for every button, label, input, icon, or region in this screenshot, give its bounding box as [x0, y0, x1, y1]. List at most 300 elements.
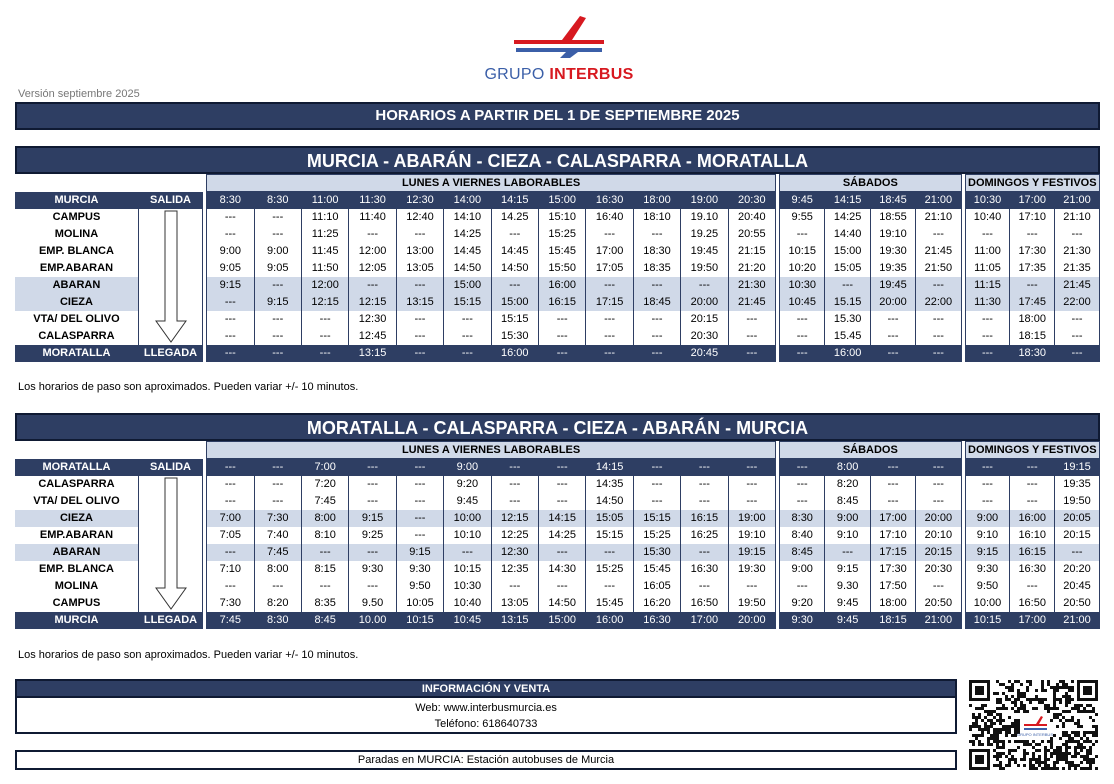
time-cell: 21:00 — [916, 192, 961, 209]
time-cell: --- — [396, 493, 443, 510]
time-cell: --- — [728, 578, 775, 595]
time-cell: 9:50 — [396, 578, 443, 595]
time-cell: --- — [301, 311, 348, 328]
time-cell: 14:50 — [538, 595, 585, 612]
time-cell: --- — [491, 226, 538, 243]
page-title: HORARIOS A PARTIR DEL 1 DE SEPTIEMBRE 2025 — [15, 102, 1100, 130]
time-cell: 11:30 — [349, 192, 396, 209]
time-cell: 20:30 — [916, 561, 961, 578]
time-cell: 19:45 — [681, 243, 728, 260]
time-cell: --- — [728, 328, 775, 345]
time-cell: 18:30 — [633, 243, 680, 260]
time-cell: 20:15 — [1055, 527, 1100, 544]
time-cell: --- — [1010, 459, 1055, 476]
time-cell: 15:30 — [491, 328, 538, 345]
time-cell: --- — [681, 578, 728, 595]
time-cell: 9:30 — [396, 561, 443, 578]
time-cell: 15.45 — [825, 328, 870, 345]
time-cell: 15:00 — [491, 294, 538, 311]
time-cell: --- — [1055, 544, 1100, 561]
time-cell: --- — [491, 476, 538, 493]
logo-wordmark: GRUPO INTERBUS — [484, 66, 634, 83]
time-cell: 15:25 — [633, 527, 680, 544]
time-cell: 20:20 — [1055, 561, 1100, 578]
time-cell: 15:45 — [633, 561, 680, 578]
paradas-note: Paradas en MURCIA: Estación autobuses de Murcia — [15, 750, 957, 770]
weekday-header: LUNES A VIERNES LABORABLES — [207, 442, 776, 459]
time-cell: --- — [633, 226, 680, 243]
table-row — [15, 209, 1100, 226]
time-cell: 20:10 — [916, 527, 961, 544]
salida-label: SALIDA — [138, 192, 202, 209]
time-cell: --- — [301, 544, 348, 561]
time-cell: 20:40 — [728, 209, 775, 226]
time-cell: 11:45 — [301, 243, 348, 260]
time-cell: 9:05 — [254, 260, 301, 277]
time-cell: 18:35 — [633, 260, 680, 277]
time-cell: 15:45 — [586, 595, 633, 612]
time-cell: 10:15 — [965, 612, 1010, 629]
time-cell: --- — [538, 476, 585, 493]
time-cell: --- — [916, 311, 961, 328]
time-cell: 9.30 — [825, 578, 870, 595]
time-cell: 9:00 — [254, 243, 301, 260]
time-cell: 20:45 — [1055, 578, 1100, 595]
time-cell: 7:00 — [301, 459, 348, 476]
time-cell: 7:45 — [254, 544, 301, 561]
time-cell: --- — [633, 345, 680, 362]
time-cell: 14.25 — [491, 209, 538, 226]
time-cell: 14:30 — [538, 561, 585, 578]
time-cell: 18:45 — [633, 294, 680, 311]
time-cell: 20:00 — [916, 510, 961, 527]
time-cell: 12:25 — [491, 527, 538, 544]
time-cell: 8:35 — [301, 595, 348, 612]
info-title: INFORMACIÓN Y VENTA — [15, 679, 957, 698]
time-cell: 11:00 — [965, 243, 1010, 260]
time-cell: 8:00 — [825, 459, 870, 476]
stop-name: EMP.ABARAN — [15, 527, 138, 544]
stop-name: CALASPARRA — [15, 328, 138, 345]
time-cell: --- — [1010, 578, 1055, 595]
time-cell: --- — [1055, 311, 1100, 328]
info-phone[interactable]: Teléfono: 618640733 — [434, 718, 538, 730]
time-cell: 12:40 — [396, 209, 443, 226]
route-title: MURCIA - ABARÁN - CIEZA - CALASPARRA - MORATALLA — [15, 146, 1100, 174]
info-body — [15, 698, 957, 734]
time-cell: 11:00 — [301, 192, 348, 209]
stop-name: CALASPARRA — [15, 476, 138, 493]
time-cell: 19:30 — [870, 243, 915, 260]
time-cell: --- — [349, 493, 396, 510]
time-cell: 10:30 — [444, 578, 491, 595]
time-cell: 9:00 — [207, 243, 254, 260]
time-cell: 20:00 — [870, 294, 915, 311]
time-cell: --- — [965, 476, 1010, 493]
time-cell: 9:05 — [207, 260, 254, 277]
direction-arrow — [138, 209, 202, 345]
time-cell: --- — [538, 328, 585, 345]
time-cell: 15:30 — [633, 544, 680, 561]
time-cell: 21:30 — [728, 277, 775, 294]
time-cell: --- — [586, 311, 633, 328]
time-cell: 9:30 — [780, 612, 825, 629]
stop-name: ABARAN — [15, 277, 138, 294]
saturday-header: SÁBADOS — [780, 442, 962, 459]
time-cell: 9:50 — [965, 578, 1010, 595]
table-row — [15, 192, 1100, 209]
time-cell: --- — [538, 345, 585, 362]
time-cell: --- — [780, 311, 825, 328]
stop-name: EMP. BLANCA — [15, 243, 138, 260]
time-cell: 21:10 — [916, 209, 961, 226]
time-cell: 14:45 — [491, 243, 538, 260]
time-cell: 9:00 — [825, 510, 870, 527]
time-cell: 21:30 — [1055, 243, 1100, 260]
time-cell: 19:35 — [870, 260, 915, 277]
time-cell: --- — [207, 493, 254, 510]
time-cell: 15:15 — [586, 527, 633, 544]
time-cell: 12:00 — [349, 243, 396, 260]
time-cell: --- — [207, 311, 254, 328]
time-cell: --- — [1055, 226, 1100, 243]
time-cell: --- — [825, 277, 870, 294]
time-cell: --- — [870, 493, 915, 510]
approx-note: Los horarios de paso son aproximados. Pueden variar +/- 10 minutos. — [18, 649, 359, 661]
time-cell: --- — [254, 459, 301, 476]
stop-name: CAMPUS — [15, 595, 138, 612]
time-cell: 8:45 — [825, 493, 870, 510]
time-cell: 16:05 — [633, 578, 680, 595]
time-cell: 16:00 — [1010, 510, 1055, 527]
time-cell: 13:00 — [396, 243, 443, 260]
direction-arrow — [138, 476, 202, 612]
time-cell: --- — [780, 226, 825, 243]
time-cell: 10:45 — [780, 294, 825, 311]
info-web[interactable]: Web: www.interbusmurcia.es — [415, 702, 557, 714]
timetable-outbound — [15, 174, 1100, 362]
time-cell: 19.10 — [681, 209, 728, 226]
time-cell: --- — [254, 476, 301, 493]
time-cell: 9:45 — [444, 493, 491, 510]
time-cell: --- — [254, 345, 301, 362]
approx-note: Los horarios de paso son aproximados. Pueden variar +/- 10 minutos. — [18, 381, 359, 393]
time-cell: --- — [586, 277, 633, 294]
time-cell: 10:30 — [780, 277, 825, 294]
time-cell: 16:00 — [825, 345, 870, 362]
time-cell: 14:15 — [491, 192, 538, 209]
time-cell: --- — [870, 476, 915, 493]
time-cell: --- — [538, 459, 585, 476]
time-cell: --- — [681, 459, 728, 476]
time-cell: 12:30 — [349, 311, 396, 328]
time-cell: 19:30 — [728, 561, 775, 578]
time-cell: 20:50 — [1055, 595, 1100, 612]
time-cell: 17:10 — [870, 527, 915, 544]
time-cell: 15:50 — [538, 260, 585, 277]
time-cell: 19:50 — [728, 595, 775, 612]
time-cell: 11:10 — [301, 209, 348, 226]
time-cell: 7:00 — [207, 510, 254, 527]
time-cell: 18:45 — [870, 192, 915, 209]
time-cell: 14:00 — [444, 192, 491, 209]
time-cell: 16:30 — [586, 192, 633, 209]
time-cell: 9:15 — [349, 510, 396, 527]
time-cell: --- — [633, 311, 680, 328]
time-cell: 10:45 — [444, 612, 491, 629]
time-cell: 7:30 — [207, 595, 254, 612]
time-cell: --- — [780, 328, 825, 345]
time-cell: --- — [396, 476, 443, 493]
time-cell: --- — [780, 493, 825, 510]
time-cell: 10.00 — [349, 612, 396, 629]
time-cell: --- — [965, 328, 1010, 345]
time-cell: 19:00 — [728, 510, 775, 527]
time-cell: 17:10 — [1010, 209, 1055, 226]
time-cell: --- — [538, 544, 585, 561]
time-cell: 19:10 — [870, 226, 915, 243]
time-cell: 16:50 — [1010, 595, 1055, 612]
time-cell: --- — [1055, 345, 1100, 362]
time-cell: 9:15 — [254, 294, 301, 311]
time-cell: 14:25 — [825, 209, 870, 226]
time-cell: --- — [916, 345, 961, 362]
time-cell: --- — [728, 459, 775, 476]
time-cell: --- — [349, 226, 396, 243]
time-cell: 16:25 — [681, 527, 728, 544]
time-cell: --- — [728, 345, 775, 362]
time-cell: --- — [681, 476, 728, 493]
qr-brand-text: GRUPO INTERBUS — [1016, 732, 1054, 737]
time-cell: --- — [396, 527, 443, 544]
time-cell: --- — [965, 459, 1010, 476]
time-cell: 10:40 — [444, 595, 491, 612]
time-cell: 16:00 — [538, 277, 585, 294]
time-cell: --- — [825, 544, 870, 561]
time-cell: 9:55 — [780, 209, 825, 226]
time-cell: 17:50 — [870, 578, 915, 595]
time-cell: 22:00 — [1055, 294, 1100, 311]
stop-name: CIEZA — [15, 510, 138, 527]
time-cell: 20:15 — [916, 544, 961, 561]
time-cell: 16:15 — [1010, 544, 1055, 561]
weekday-header: LUNES A VIERNES LABORABLES — [207, 175, 776, 192]
time-cell: 18:00 — [633, 192, 680, 209]
down-arrow-icon — [139, 476, 203, 612]
time-cell: --- — [254, 328, 301, 345]
time-cell: --- — [301, 328, 348, 345]
time-cell: 17:00 — [1010, 612, 1055, 629]
time-cell: 21:45 — [916, 243, 961, 260]
time-cell: --- — [633, 328, 680, 345]
time-cell: 19:00 — [681, 192, 728, 209]
time-cell: 21:00 — [1055, 192, 1100, 209]
time-cell: --- — [538, 493, 585, 510]
time-cell: --- — [870, 345, 915, 362]
time-cell: 21:00 — [1055, 612, 1100, 629]
down-arrow-icon — [139, 209, 203, 345]
time-cell: 18:30 — [1010, 345, 1055, 362]
time-cell: --- — [916, 493, 961, 510]
stop-name: MURCIA — [15, 612, 138, 629]
time-cell: --- — [207, 209, 254, 226]
time-cell: 12:35 — [491, 561, 538, 578]
time-cell: --- — [586, 226, 633, 243]
time-cell: 11:30 — [965, 294, 1010, 311]
time-cell: 19:15 — [1055, 459, 1100, 476]
stop-name: VTA/ DEL OLIVO — [15, 311, 138, 328]
time-cell: 8:20 — [825, 476, 870, 493]
time-cell: --- — [1010, 476, 1055, 493]
time-cell: 8:00 — [254, 561, 301, 578]
time-cell: --- — [916, 226, 961, 243]
time-cell: --- — [396, 277, 443, 294]
time-cell: 13:15 — [396, 294, 443, 311]
table-row — [15, 459, 1100, 476]
time-cell: 10:15 — [780, 243, 825, 260]
time-cell: 15:15 — [491, 311, 538, 328]
time-cell: 9:10 — [965, 527, 1010, 544]
time-cell: 18:00 — [870, 595, 915, 612]
time-cell: 8:15 — [301, 561, 348, 578]
stop-name: MOLINA — [15, 578, 138, 595]
time-cell: 12:30 — [491, 544, 538, 561]
time-cell: 9:00 — [780, 561, 825, 578]
time-cell: --- — [1010, 277, 1055, 294]
time-cell: --- — [349, 277, 396, 294]
time-cell: --- — [1010, 493, 1055, 510]
stop-name: EMP.ABARAN — [15, 260, 138, 277]
time-cell: 10:10 — [444, 527, 491, 544]
time-cell: 17:35 — [1010, 260, 1055, 277]
time-cell: --- — [207, 226, 254, 243]
time-cell: 21:10 — [1055, 209, 1100, 226]
time-cell: --- — [444, 311, 491, 328]
time-cell: 10:00 — [444, 510, 491, 527]
llegada-label: LLEGADA — [138, 612, 202, 629]
time-cell: 8:30 — [254, 612, 301, 629]
qr-code[interactable] — [968, 679, 1098, 771]
time-cell: --- — [965, 493, 1010, 510]
time-cell: 15:15 — [444, 294, 491, 311]
time-cell: --- — [207, 459, 254, 476]
time-cell: --- — [538, 578, 585, 595]
sunday-header: DOMINGOS Y FESTIVOS — [965, 442, 1099, 459]
time-cell: 17:15 — [870, 544, 915, 561]
time-cell: --- — [1055, 328, 1100, 345]
time-cell: --- — [728, 493, 775, 510]
time-cell: 9:45 — [780, 192, 825, 209]
time-cell: 21:45 — [1055, 277, 1100, 294]
time-cell: 9:25 — [349, 527, 396, 544]
time-cell: 11:50 — [301, 260, 348, 277]
time-cell: 20:50 — [916, 595, 961, 612]
time-cell: --- — [916, 476, 961, 493]
time-cell: --- — [396, 459, 443, 476]
time-cell: --- — [916, 277, 961, 294]
time-cell: 15:00 — [825, 243, 870, 260]
time-cell: --- — [207, 544, 254, 561]
time-cell: --- — [681, 277, 728, 294]
time-cell: 7:45 — [207, 612, 254, 629]
time-cell: --- — [396, 311, 443, 328]
time-cell: 9:15 — [825, 561, 870, 578]
time-cell: 11:25 — [301, 226, 348, 243]
time-cell: 20:15 — [681, 311, 728, 328]
time-cell: 10:00 — [965, 595, 1010, 612]
time-cell: 18:15 — [1010, 328, 1055, 345]
time-cell: --- — [780, 476, 825, 493]
time-cell: --- — [349, 476, 396, 493]
time-cell: 16:15 — [538, 294, 585, 311]
stop-name: ABARAN — [15, 544, 138, 561]
time-cell: 9:30 — [965, 561, 1010, 578]
time-cell: 14:25 — [538, 527, 585, 544]
time-cell: 8:00 — [301, 510, 348, 527]
time-cell: 20:45 — [681, 345, 728, 362]
time-cell: 8:45 — [780, 544, 825, 561]
time-cell: 21:15 — [728, 243, 775, 260]
time-cell: 16:50 — [681, 595, 728, 612]
grupo-interbus-logo — [474, 14, 644, 86]
time-cell: 18:00 — [1010, 311, 1055, 328]
time-cell: 20:30 — [681, 328, 728, 345]
time-cell: 16:15 — [681, 510, 728, 527]
time-cell: 16:30 — [1010, 561, 1055, 578]
table-row — [15, 612, 1100, 629]
timetable-return — [15, 441, 1100, 629]
time-cell: 14:35 — [586, 476, 633, 493]
time-cell: --- — [728, 311, 775, 328]
time-cell: 16:00 — [586, 612, 633, 629]
time-cell: 12:00 — [301, 277, 348, 294]
time-cell: --- — [728, 476, 775, 493]
time-cell: 7:20 — [301, 476, 348, 493]
time-cell: 9:00 — [965, 510, 1010, 527]
time-cell: 19:45 — [870, 277, 915, 294]
time-cell: 14:15 — [825, 192, 870, 209]
time-cell: --- — [633, 277, 680, 294]
time-cell: --- — [254, 226, 301, 243]
time-cell: --- — [916, 459, 961, 476]
time-cell: 7:10 — [207, 561, 254, 578]
time-cell: 13:05 — [491, 595, 538, 612]
time-cell: 16:10 — [1010, 527, 1055, 544]
time-cell: 20:00 — [728, 612, 775, 629]
saturday-header: SÁBADOS — [780, 175, 962, 192]
time-cell: 20:30 — [728, 192, 775, 209]
section-header-row — [15, 175, 1100, 192]
time-cell: 19:50 — [681, 260, 728, 277]
time-cell: 13:15 — [349, 345, 396, 362]
time-cell: 9:30 — [349, 561, 396, 578]
time-cell: 11:15 — [965, 277, 1010, 294]
time-cell: 19:35 — [1055, 476, 1100, 493]
time-cell: --- — [491, 493, 538, 510]
time-cell: 14:40 — [825, 226, 870, 243]
route-title: MORATALLA - CALASPARRA - CIEZA - ABARÁN - MURCIA — [15, 413, 1100, 441]
time-cell: 16:30 — [681, 561, 728, 578]
time-cell: --- — [349, 459, 396, 476]
time-cell: 15.15 — [825, 294, 870, 311]
time-cell: 10:40 — [965, 209, 1010, 226]
time-cell: 17:00 — [1010, 192, 1055, 209]
time-cell: --- — [491, 277, 538, 294]
time-cell: --- — [254, 311, 301, 328]
time-cell: 21:35 — [1055, 260, 1100, 277]
time-cell: 7:30 — [254, 510, 301, 527]
time-cell: --- — [633, 493, 680, 510]
